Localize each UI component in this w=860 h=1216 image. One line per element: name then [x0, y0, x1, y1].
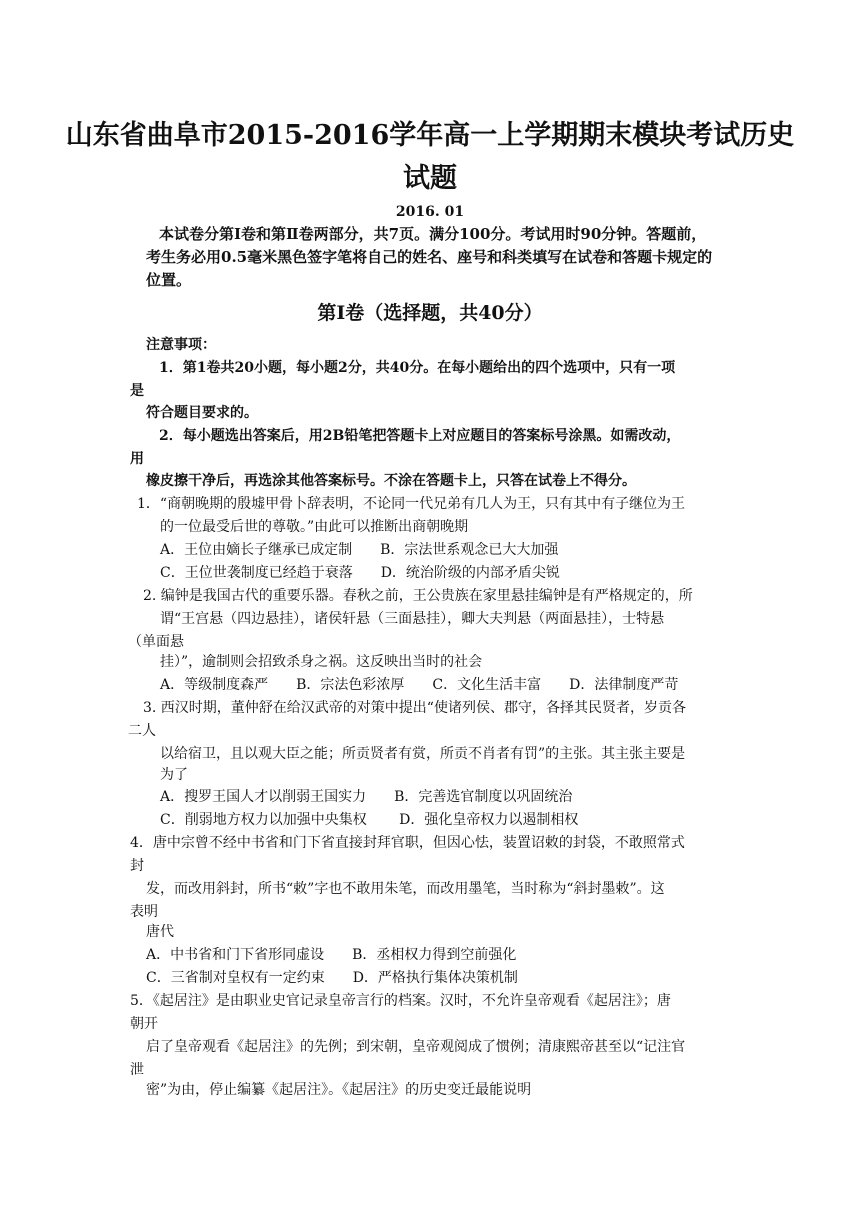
question-2-stem: （单面悬: [128, 634, 184, 650]
question-5-stem: 启了皇帝观看《起居注》的先例；到宋朝，皇帝观阅成了惯例；清康熙帝甚至以“记注官: [146, 1039, 686, 1055]
section-heading: 第Ⅰ卷（选择题，共40分）: [317, 302, 543, 324]
question-3-stem: 以给宿卫，且以观大臣之能；所贡贤者有赏，所贡不肖者有罚”的主张。其主张主要是: [160, 746, 686, 762]
note-line: 1．第1卷共20小题，每小题2分，共40分。在每小题给出的四个选项中，只有一项: [159, 360, 676, 376]
question-1-options: A．王位由嫡长子继承已成定制 B．宗法世系观念已大大加强: [160, 542, 559, 558]
intro-line-3: 位置。: [146, 271, 192, 289]
question-2-stem: 2. 编钟是我国古代的重要乐器。春秋之前，王公贵族在家里悬挂编钟是有严格规定的，所: [143, 588, 693, 604]
question-3-stem: 3. 西汉时期，董仲舒在给汉武帝的对策中提出“使诸列侯、郡守，各择其民贤者，岁贡各: [143, 700, 686, 716]
question-3-stem: 二人: [128, 723, 156, 739]
question-5-stem: 朝开: [130, 1016, 158, 1032]
question-1-options: C．王位世袭制度已经趋于衰落 D．统治阶级的内部矛盾尖锐: [160, 565, 560, 581]
note-line: 橡皮擦干净后，再选涂其他答案标号。不涂在答题卡上，只答在试卷上不得分。: [146, 473, 636, 489]
question-4-stem: 表明: [130, 904, 158, 920]
question-4-stem: 发，而改用斜封，所书“敕”字也不敢用朱笔，而改用墨笔，当时称为“斜封墨敕”。这: [146, 881, 665, 897]
question-4-options: A．中书省和门下省形同虚设 B．丞相权力得到空前强化: [146, 947, 517, 963]
question-5-stem: 泄: [130, 1062, 144, 1078]
question-1-stem: 的一位最受后世的尊敬。”由此可以推断出商朝晚期: [160, 519, 469, 535]
question-2-stem: 挂）”，逾制则会招致杀身之祸。这反映出当时的社会: [160, 654, 483, 670]
notes-title: 注意事项：: [146, 337, 216, 353]
note-line: 是: [130, 383, 144, 399]
page-title-line1: 山东省曲阜市2015-2016学年高一上学期期末模块考试历史: [65, 120, 795, 151]
intro-line-2: 考生务必用0.5毫米黑色签字笔将自己的姓名、座号和科类填写在试卷和答题卡规定的: [146, 248, 713, 266]
page-title-line2: 试题: [403, 163, 457, 194]
note-line: 用: [130, 451, 144, 467]
question-2-stem: 谓“王宫悬（四边悬挂），诸侯轩悬（三面悬挂），卿大夫判悬（两面悬挂），士特悬: [160, 611, 665, 627]
note-line: 符合题目要求的。: [146, 405, 258, 421]
question-5-stem: 密”为由，停止编纂《起居注》。《起居注》的历史变迁最能说明: [146, 1082, 532, 1098]
question-4-stem: 封: [130, 858, 144, 874]
question-5-stem: 5．《起居注》是由职业史官记录皇帝言行的档案。汉时，不允许皇帝观看《起居注》；唐: [130, 993, 671, 1009]
question-3-options: C．削弱地方权力以加强中央集权 D．强化皇帝权力以遏制相权: [160, 812, 579, 828]
question-1-stem: 1．“商朝晚期的殷墟甲骨卜辞表明，不论同一代兄弟有几人为王，只有其中有子继位为王: [137, 496, 686, 512]
exam-date: 2016. 01: [395, 204, 465, 220]
question-2-options: A．等级制度森严 B．宗法色彩浓厚 C．文化生活丰富 D．法律制度严苛: [160, 677, 679, 693]
note-line: 2．每小题选出答案后，用2B铅笔把答题卡上对应题目的答案标号涂黑。如需改动，: [159, 428, 681, 444]
question-4-stem: 4．唐中宗曾不经中书省和门下省直接封拜官职，但因心怯，装置诏敕的封袋，不敢照常式: [130, 835, 685, 851]
question-3-options: A．搜罗王国人才以削弱王国实力 B．完善选官制度以巩固统治: [160, 789, 573, 805]
intro-line-1: 本试卷分第Ⅰ卷和第Ⅱ卷两部分，共7页。满分100分。考试用时90分钟。答题前，: [159, 225, 707, 243]
question-3-stem: 为了: [160, 767, 188, 783]
question-4-options: C．三省制对皇权有一定约束 D．严格执行集体决策机制: [146, 970, 518, 986]
question-4-stem: 唐代: [146, 924, 174, 940]
